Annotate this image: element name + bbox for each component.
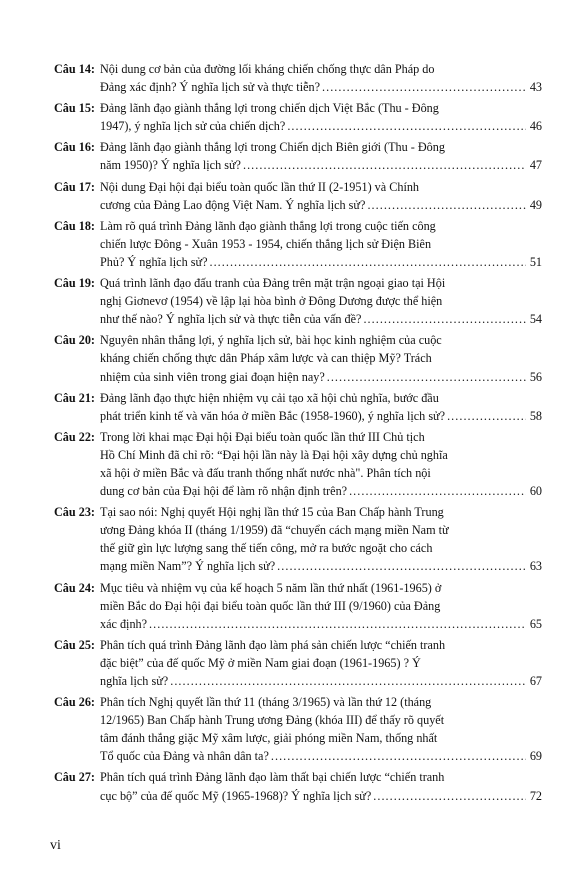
toc-entry[interactable] <box>54 389 542 425</box>
question-number: Câu 19: <box>54 276 95 291</box>
question-text-line: 1947), ý nghĩa lịch sử của chiến dịch? <box>100 119 286 134</box>
page-number[interactable]: 46 <box>529 119 542 134</box>
dot-leader <box>287 117 526 135</box>
question-text <box>100 217 542 271</box>
dot-leader <box>327 368 526 386</box>
question-text-line: tâm đánh thắng giặc Mỹ xâm lược, giải phóng miền Nam, thống nhất <box>100 731 438 746</box>
question-text-last-line <box>100 78 542 96</box>
question-number: Câu 14: <box>54 62 95 76</box>
question-text-line: nghĩa lịch sử? <box>100 674 169 688</box>
question-text-line: đặc biệt” của đế quốc Mỹ ở miền Nam giai đoạn (1961-1965) ? Ý <box>100 655 421 670</box>
question-text <box>100 389 542 425</box>
question-text <box>100 428 542 500</box>
question-text-line: Trong lời khai mạc Đại hội Đại biểu toàn quốc lần thứ III Chủ tịch <box>100 429 425 444</box>
question-text <box>100 503 542 575</box>
question-number: Câu 27: <box>54 770 95 785</box>
question-text-line: miền Bắc do Đại hội đại biểu toàn quốc lần thứ III (9/1960) của Đảng <box>100 598 441 613</box>
page-number[interactable]: 56 <box>529 369 542 384</box>
question-text <box>100 579 542 633</box>
question-text-last-line <box>100 557 542 575</box>
page-number[interactable]: 54 <box>529 312 542 327</box>
dot-leader <box>170 672 526 690</box>
page-number[interactable]: 51 <box>529 254 542 269</box>
page-number[interactable]: 60 <box>529 484 542 499</box>
question-text-line: Tổ quốc của Đảng và nhân dân ta? <box>100 749 269 764</box>
question-number: Câu 20: <box>54 333 95 348</box>
toc-entry[interactable] <box>54 331 542 385</box>
question-text-last-line <box>100 156 542 174</box>
question-text-line: Nội dung Đại hội đại biểu toàn quốc lần thứ II (2-1951) và Chính <box>100 179 420 194</box>
page-number[interactable]: 58 <box>529 408 542 423</box>
question-number: Câu 18: <box>54 218 95 233</box>
toc-entry[interactable] <box>54 60 542 96</box>
question-text-last-line <box>100 747 542 765</box>
question-text <box>100 274 542 328</box>
question-text-line: kháng chiến chống thực dân Pháp xâm lược và can thiệp Mỹ? Trách <box>100 351 432 366</box>
question-number: Câu 26: <box>54 695 95 710</box>
question-text-line: Hồ Chí Minh đã chỉ rõ: “Đại hội lần này là Đại hội xây dựng chủ nghĩa <box>100 447 448 462</box>
toc-entry[interactable] <box>54 138 542 174</box>
question-text-line: chiến lược Đông - Xuân 1953 - 1954, chiến thắng lịch sử Điện Biên <box>100 236 432 251</box>
question-text-line: 12/1965) Ban Chấp hành Trung ương Đảng (khóa III) để thấy rõ quyết <box>100 713 445 728</box>
dot-leader <box>363 310 526 328</box>
toc-entry[interactable] <box>54 274 542 328</box>
toc-entry[interactable] <box>54 768 542 804</box>
question-text <box>100 60 542 96</box>
toc-entry[interactable] <box>54 503 542 575</box>
question-text-last-line <box>100 615 542 633</box>
question-text-last-line <box>100 117 542 135</box>
question-number: Câu 25: <box>54 637 95 652</box>
table-of-contents <box>54 60 542 808</box>
question-text-line: Mục tiêu và nhiệm vụ của kế hoạch 5 năm lần thứ nhất (1961-1965) ở <box>100 580 442 595</box>
dot-leader <box>271 747 526 765</box>
page-number[interactable]: 67 <box>529 674 542 688</box>
question-text-line: cục bộ” của đế quốc Mỹ (1965-1968)? Ý nghĩa lịch sử? <box>100 788 372 803</box>
dot-leader <box>322 78 526 96</box>
question-text <box>100 768 542 804</box>
question-text-line: năm 1950)? Ý nghĩa lịch sử? <box>100 158 241 173</box>
question-text-last-line <box>100 253 542 271</box>
question-number: Câu 22: <box>54 429 95 444</box>
question-text-line: Phủ? Ý nghĩa lịch sử? <box>100 254 208 269</box>
question-text-line: như thế nào? Ý nghĩa lịch sử và thực tiễn của vấn đề? <box>100 312 362 327</box>
question-text-line: Phân tích quá trình Đảng lãnh đạo làm phá sản chiến lược “chiến tranh <box>100 637 446 652</box>
question-text-line: mạng miền Nam”? Ý nghĩa lịch sử? <box>100 559 276 574</box>
dot-leader <box>277 557 526 575</box>
question-text-line: Tại sao nói: Nghị quyết Hội nghị lần thứ 15 của Ban Chấp hành Trung <box>100 505 444 520</box>
toc-entry[interactable] <box>54 579 542 633</box>
question-text <box>100 178 542 214</box>
question-text-line: xã hội ở miền Bắc và đấu tranh thống nhất nước nhà". Phân tích nội <box>100 465 431 480</box>
question-text-line: Đảng lãnh đạo giành thắng lợi trong Chiến dịch Biên giới (Thu - Đông <box>100 140 445 155</box>
toc-entry[interactable] <box>54 693 542 765</box>
dot-leader <box>149 615 526 633</box>
question-text-last-line <box>100 482 542 500</box>
question-text-line: nhiệm của sinh viên trong giai đoạn hiện nay? <box>100 369 325 384</box>
question-text-line: cương của Đảng Lao động Việt Nam. Ý nghĩa lịch sử? <box>100 197 366 212</box>
page-number-footer: vi <box>50 838 61 853</box>
page-number[interactable]: 43 <box>529 80 542 95</box>
question-text-line: dung cơ bản của Đại hội để làm rõ nhận định trên? <box>100 484 348 499</box>
question-text <box>100 138 542 174</box>
page-number[interactable]: 65 <box>529 616 542 631</box>
page-number[interactable]: 63 <box>529 559 542 574</box>
dot-leader <box>373 787 526 805</box>
question-text-last-line <box>100 787 542 805</box>
toc-entry[interactable] <box>54 99 542 135</box>
dot-leader <box>243 156 526 174</box>
page-number[interactable]: 49 <box>529 197 542 212</box>
question-number: Câu 17: <box>54 179 95 194</box>
toc-entry[interactable] <box>54 217 542 271</box>
question-text-line: ương Đảng khóa II (tháng 1/1959) đã “chuyển cách mạng miền Nam từ <box>100 523 449 538</box>
question-text-line: Đảng lãnh đạo giành thắng lợi trong chiến dịch Việt Bắc (Thu - Đông <box>100 101 439 116</box>
question-text <box>100 99 542 135</box>
question-text-line: Đảng xác định? Ý nghĩa lịch sử và thực tiễn? <box>100 80 320 95</box>
page-number[interactable]: 47 <box>529 158 542 173</box>
question-text <box>100 693 542 765</box>
question-number: Câu 23: <box>54 505 95 520</box>
page-number[interactable]: 69 <box>529 749 542 764</box>
question-text-line: xác định? <box>100 616 148 631</box>
question-number: Câu 24: <box>54 580 95 595</box>
question-text-last-line <box>100 407 542 425</box>
question-text-last-line <box>100 368 542 386</box>
toc-entry[interactable] <box>54 178 542 214</box>
question-text-line: Làm rõ quá trình Đảng lãnh đạo giành thắng lợi trong cuộc tiến công <box>100 218 436 233</box>
question-text-last-line <box>100 310 542 328</box>
dot-leader <box>447 407 526 425</box>
question-number: Câu 16: <box>54 140 95 155</box>
question-text <box>100 636 542 690</box>
question-number: Câu 21: <box>54 390 95 405</box>
question-text-line: nghị Giơnevơ (1954) về lập lại hòa bình ở Đông Dương được thể hiện <box>100 294 443 309</box>
page-number[interactable]: 72 <box>529 788 542 803</box>
dot-leader <box>209 253 526 271</box>
question-text-line: Phân tích quá trình Đảng lãnh đạo làm thất bại chiến lược “chiến tranh <box>100 770 445 785</box>
question-text-last-line <box>100 672 542 690</box>
question-text <box>100 331 542 385</box>
question-text-last-line <box>100 196 542 214</box>
dot-leader <box>349 482 526 500</box>
question-text-line: Quá trình lãnh đạo đấu tranh của Đảng trên mặt trận ngoại giao tại Hội <box>100 276 446 291</box>
question-text-line: phát triển kinh tế và văn hóa ở miền Bắc (1958-1960), ý nghĩa lịch sử? <box>100 408 446 423</box>
dot-leader <box>367 196 526 214</box>
question-text-line: thế giữ gìn lực lượng sang thế tiến công, mở ra bước ngoặt cho cách <box>100 541 433 556</box>
toc-entry[interactable] <box>54 636 542 690</box>
toc-entry[interactable] <box>54 428 542 500</box>
question-text-line: Phân tích Nghị quyết lần thứ 11 (tháng 3/1965) và lần thứ 12 (tháng <box>100 695 432 710</box>
question-text-line: Nguyên nhân thắng lợi, ý nghĩa lịch sử, bài học kinh nghiệm của cuộc <box>100 333 442 348</box>
question-text-line: Đảng lãnh đạo thực hiện nhiệm vụ cải tạo xã hội chủ nghĩa, bước đầu <box>100 390 439 405</box>
question-text-line: Nội dung cơ bản của đường lối kháng chiến chống thực dân Pháp do <box>100 62 435 76</box>
question-number: Câu 15: <box>54 101 95 116</box>
